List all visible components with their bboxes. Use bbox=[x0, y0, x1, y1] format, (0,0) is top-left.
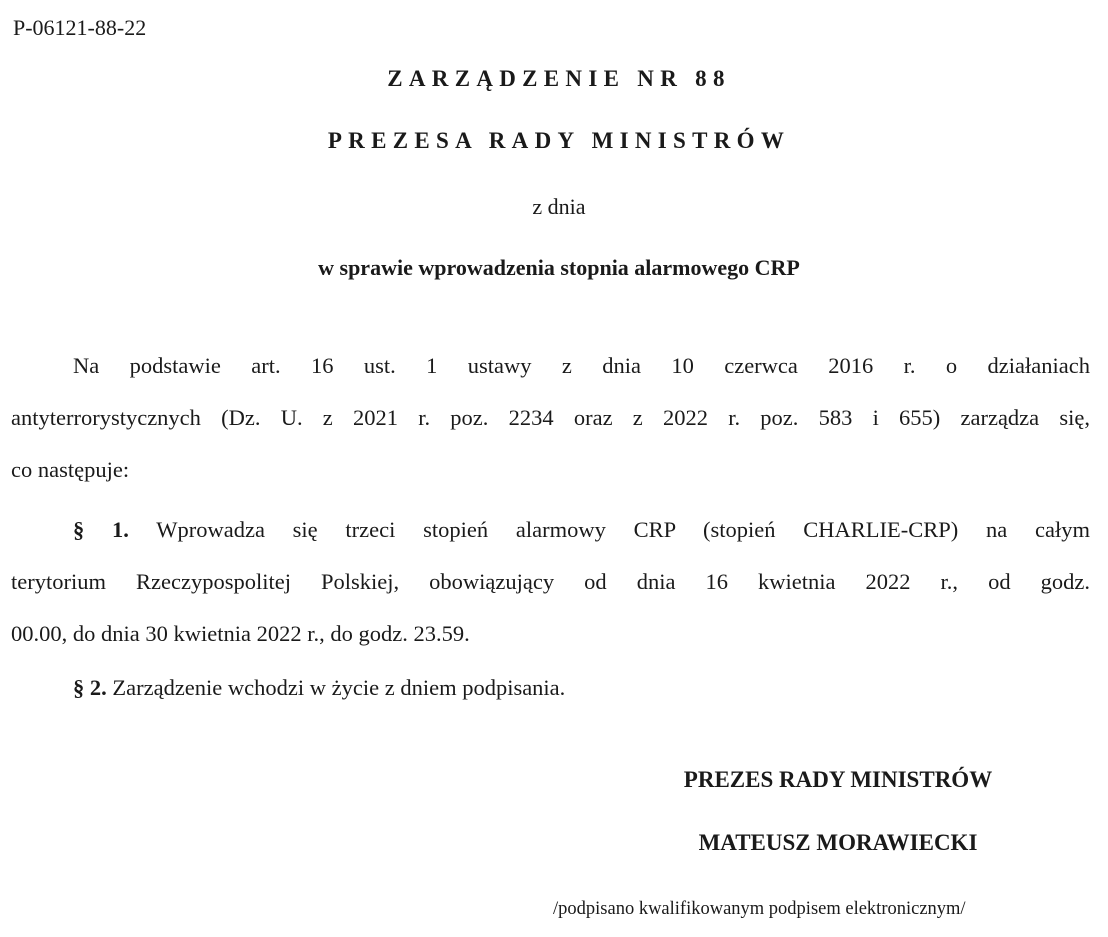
signature-note: /podpisano kwalifikowanym podpisem elektronicznym/ bbox=[553, 899, 966, 919]
section-1-mark: § 1. bbox=[73, 517, 129, 542]
section-1-line bbox=[11, 504, 1090, 556]
preamble-paragraph bbox=[11, 340, 1090, 496]
section-1-line: 00.00, do dnia 30 kwietnia 2022 r., do godz. 23.59. bbox=[11, 621, 470, 646]
signatory-title: PREZES RADY MINISTRÓW bbox=[683, 767, 993, 792]
section-1-paragraph bbox=[11, 504, 1090, 660]
section-1-line: terytorium Rzeczypospolitej Polskiej, obowiązujący od dnia 16 kwietnia 2022 r., od godz. bbox=[11, 569, 1090, 594]
preamble-line: Na podstawie art. 16 ust. 1 ustawy z dnia 10 czerwca 2016 r. o działaniach bbox=[73, 353, 1090, 378]
preamble-line: co następuje: bbox=[11, 457, 130, 482]
document-subject: w sprawie wprowadzenia stopnia alarmowego CRP bbox=[318, 255, 800, 280]
signatory-name: MATEUSZ MORAWIECKI bbox=[698, 830, 978, 855]
section-2-paragraph bbox=[11, 662, 1090, 714]
preamble-line: antyterrorystycznych (Dz. U. z 2021 r. poz. 2234 oraz z 2022 r. poz. 583 i 655) zarządza się, bbox=[11, 405, 1090, 430]
document-date-line: z dnia bbox=[532, 194, 586, 219]
section-1-text: Wprowadza się trzeci stopień alarmowy CRP (stopień CHARLIE-CRP) na całym bbox=[128, 517, 1091, 542]
document-issuer: PREZESA RADY MINISTRÓW bbox=[327, 128, 791, 153]
section-2-line bbox=[11, 662, 1090, 714]
section-2-mark: § 2. bbox=[73, 675, 107, 700]
document-reference-number: P-06121-88-22 bbox=[13, 15, 147, 40]
document-title: ZARZĄDZENIE NR 88 bbox=[387, 66, 731, 91]
section-2-text: Zarządzenie wchodzi w życie z dniem podpisania. bbox=[106, 675, 566, 700]
